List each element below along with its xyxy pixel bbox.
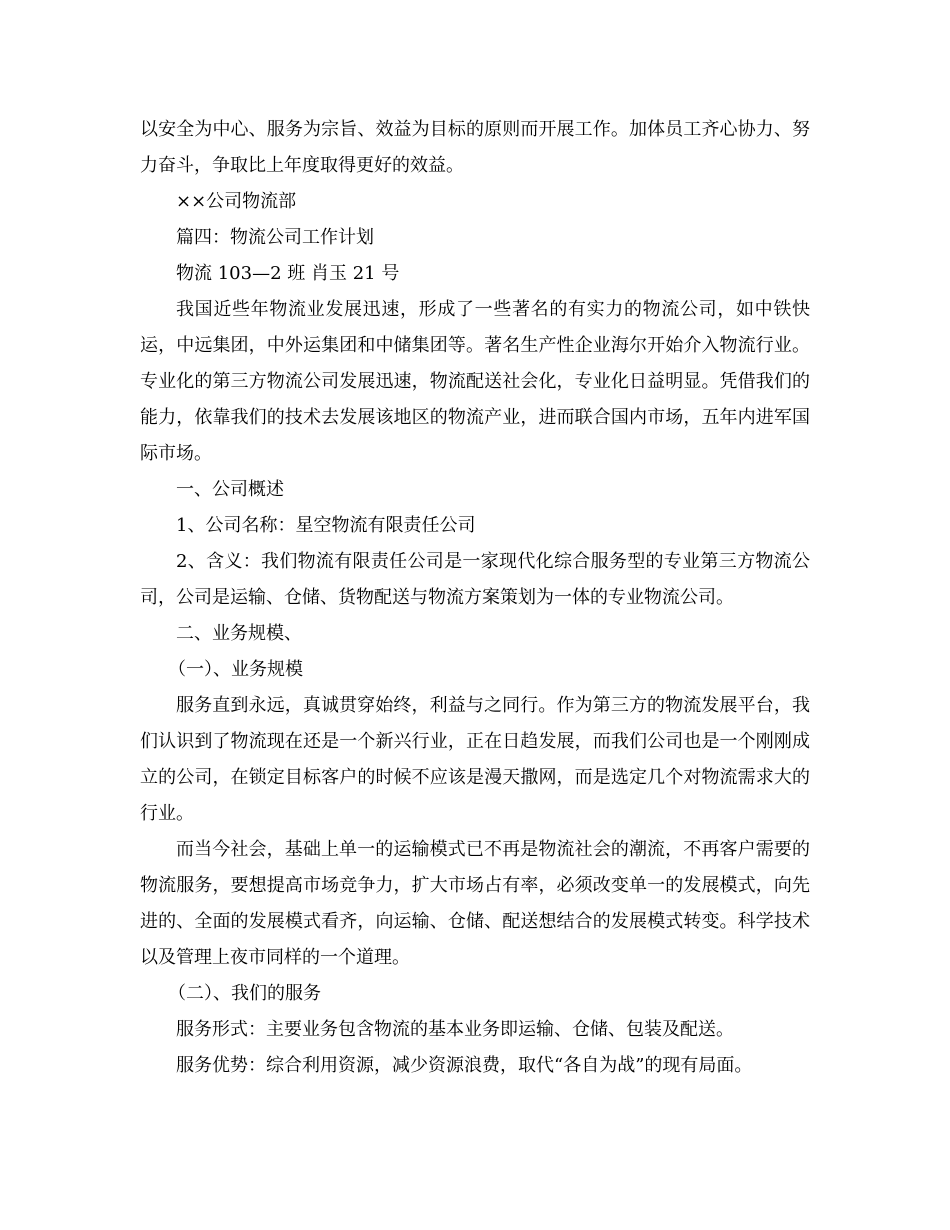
- paragraph: 服务直到永远，真诚贯穿始终，利益与之同行。作为第三方的物流发展平台，我们认识到了物流现在还是一个新兴行业，正在日趋发展，而我们公司也是一个刚刚成立的公司，在锁定目标客户的时候不应该是漫天撒网，而是选定几个对物流需求大的行业。: [140, 695, 810, 824]
- subsection-heading: （二）、我们的服务: [168, 983, 321, 1004]
- section-heading: 二、业务规模、: [176, 623, 302, 644]
- department-signature: ××公司物流部: [176, 191, 297, 212]
- paragraph: 以安全为中心、服务为宗旨、效益为目标的原则而开展工作。加体员工齐心协力、努力奋斗，争取比上年度取得更好的效益。: [140, 119, 810, 176]
- author-line: 物流 103—2 班 肖玉 21 号: [176, 263, 400, 284]
- paragraph: 服务优势：综合利用资源，减少资源浪费，取代“各自为战”的现有局面。: [176, 1055, 753, 1076]
- paragraph: 服务形式：主要业务包含物流的基本业务即运输、仓储、包装及配送。: [176, 1019, 734, 1040]
- list-item: 2、含义：我们物流有限责任公司是一家现代化综合服务型的专业第三方物流公司，公司是运输、仓储、货物配送与物流方案策划为一体的专业物流公司。: [140, 551, 810, 608]
- document-body: [140, 112, 810, 1084]
- paragraph: 而当今社会，基础上单一的运输模式已不再是物流社会的潮流，不再客户需要的物流服务，要想提高市场竞争力，扩大市场占有率，必须改变单一的发展模式，向先进的、全面的发展模式看齐，向运输、仓储、配送想结合的发展模式转变。科学技术以及管理上夜市同样的一个道理。: [140, 839, 810, 968]
- section-heading: 一、公司概述: [176, 479, 284, 500]
- list-item: 1、公司名称：星空物流有限责任公司: [176, 515, 476, 536]
- subsection-heading: （一）、业务规模: [168, 659, 303, 680]
- article-title: 篇四：物流公司工作计划: [176, 227, 374, 248]
- paragraph: 我国近些年物流业发展迅速，形成了一些著名的有实力的物流公司，如中铁快运，中远集团，中外运集团和中储集团等。著名生产性企业海尔开始介入物流行业。专业化的第三方物流公司发展迅速，物流配送社会化，专业化日益明显。凭借我们的能力，依靠我们的技术去发展该地区的物流产业，进而联合国内市场，五年内进军国际市场。: [140, 299, 810, 464]
